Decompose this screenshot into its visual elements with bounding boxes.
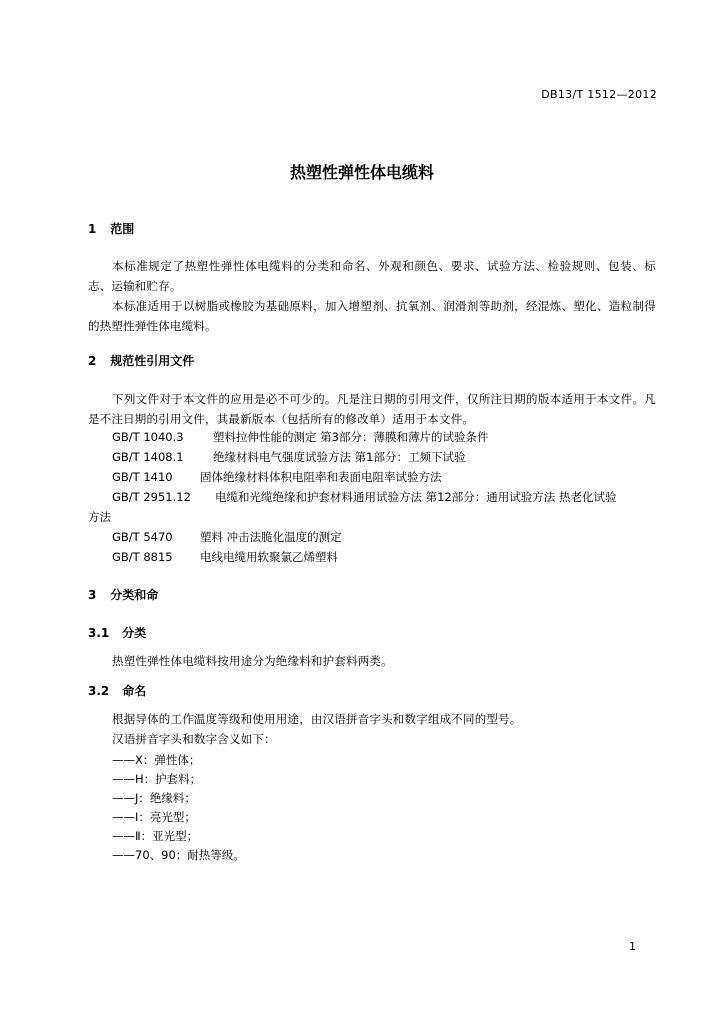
section-1-heading	[88, 220, 134, 237]
list-item: ——X：弹性体；	[112, 753, 201, 767]
section-2-intro: 下列文件对于本文件的应用是必不可少的。凡是注日期的引用文件，仅所注日期的版本适用于本文件。凡是不注日期的引用文件，其最新版本（包括所有的修改单）适用于本文件。	[88, 392, 656, 426]
section-title: 范围	[110, 222, 135, 236]
reference-code: GB/T 5470	[112, 530, 173, 544]
reference-title: 绝缘材料电气强度试验方法 第1部分：工频下试验	[213, 450, 466, 464]
reference-code: GB/T 1040.3	[112, 430, 184, 444]
reference-item	[112, 469, 442, 485]
subsection-3-1-paragraph: 热塑性弹性体电缆料按用途分为绝缘料和护套料两类。	[112, 654, 393, 668]
list-item: ——70、90：耐热等级。	[112, 848, 245, 862]
section-1-paragraph-1: 本标准规定了热塑性弹性体电缆料的分类和命名、外观和颜色、要求、试验方法、检验规则、包装、标志、运输和贮存。	[88, 259, 656, 293]
reference-item	[112, 449, 465, 465]
document-title: 热塑性弹性体电缆料	[289, 163, 434, 182]
reference-item	[112, 489, 616, 505]
section-number: 2	[88, 354, 97, 368]
section-3-heading	[88, 586, 158, 603]
reference-code: GB/T 8815	[112, 550, 173, 564]
document-code: DB13/T 1512—2012	[541, 88, 657, 101]
list-item: ——J：绝缘料；	[112, 791, 196, 805]
reference-item	[112, 429, 488, 445]
reference-item	[112, 529, 342, 545]
subsection-3-2-paragraph-2: 汉语拼音字头和数字含义如下：	[112, 732, 276, 746]
reference-title: 电线电缆用软聚氯乙烯塑料	[200, 550, 338, 564]
section-number: 3	[88, 588, 97, 602]
reference-item	[112, 549, 338, 565]
section-title: 规范性引用文件	[110, 354, 195, 368]
reference-title: 塑料拉伸性能的测定 第3部分：薄膜和薄片的试验条件	[213, 430, 489, 444]
reference-title: 电缆和光缆绝缘和护套材料通用试验方法 第12部分：通用试验方法 热老化试验	[215, 490, 617, 504]
section-number: 1	[88, 222, 97, 236]
subsection-3-2-paragraph-1: 根据导体的工作温度等级和使用用途，由汉语拼音字头和数字组成不同的型号。	[112, 712, 522, 726]
page-number: 1	[629, 940, 636, 953]
section-title: 分类和命	[110, 588, 159, 602]
subsection-title: 命名	[122, 684, 147, 698]
list-item: ——Ⅱ：亚光型；	[112, 829, 199, 843]
subsection-number: 3.1	[88, 626, 110, 640]
section-1-paragraph-2: 本标准适用于以树脂或橡胶为基础原料，加入增塑剂、抗氧剂、润滑剂等助剂，经混炼、塑化、造粒制得的热塑性弹性体电缆料。	[88, 299, 656, 333]
reference-code: GB/T 1410	[112, 470, 173, 484]
list-item: ——H：护套料；	[112, 772, 202, 786]
subsection-title: 分类	[122, 626, 147, 640]
reference-title: 塑料 冲击法脆化温度的测定	[200, 530, 342, 544]
reference-title: 固体绝缘材料体积电阻率和表面电阻率试验方法	[200, 470, 442, 484]
reference-continuation: 方法	[88, 510, 111, 524]
list-item: ——Ⅰ：亮光型；	[112, 810, 196, 824]
reference-code: GB/T 1408.1	[112, 450, 184, 464]
subsection-3-1-heading	[88, 624, 146, 641]
subsection-number: 3.2	[88, 684, 110, 698]
section-2-heading	[88, 352, 194, 369]
subsection-3-2-heading	[88, 682, 146, 699]
reference-code: GB/T 2951.12	[112, 490, 191, 504]
